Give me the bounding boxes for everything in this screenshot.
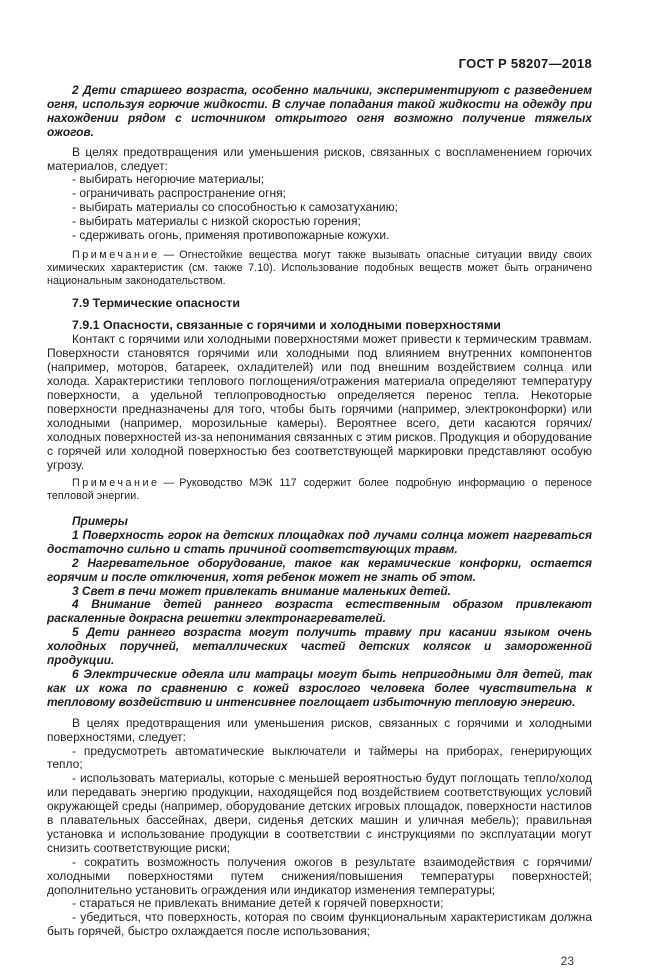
list-item-thermal-measure: - предусмотреть автоматические выключатели и таймеры на приборах, генерирующих тепло;	[47, 743, 592, 772]
example-item: 6 Электрические одеяла или матрацы могут быть непригодными для детей, так как их кожа по сравнению с кожей взрослого человека более чувствительна к тепловому воздействию и интенсивнее поглощает избыточную тепловую энергию.	[47, 666, 592, 709]
note-flammable-substances	[47, 249, 592, 287]
paragraph-fire-measures-intro: В целях предотвращения или уменьшения рисков, связанных с воспламенением горючих материалов, следует:	[47, 144, 592, 173]
example-item: 2 Нагревательное оборудование, такое как керамические конфорки, остается горячим и после отключения, хотя ребенок может не знать об этом.	[47, 555, 592, 584]
note-label: Примечание	[72, 477, 160, 490]
subsection-heading-7-9-1: 7.9.1 Опасности, связанные с горячими и холодными поверхностями	[72, 318, 501, 333]
note-text: Огнестойкие вещества могут также вызывать опасные ситуации ввиду своих химических характеристик (см. также 7.10). Использование подобных веществ может быть ограничено национальным законодательством.	[47, 248, 592, 287]
list-item-fire-measure: - выбирать материалы с низкой скоростью горения;	[72, 214, 361, 229]
list-item-fire-measure: - сдерживать огонь, применяя противопожарные кожухи.	[72, 228, 390, 243]
note-text: Руководство МЭК 117 содержит более подробную информацию о переносе тепловой энергии.	[47, 477, 592, 503]
doc-code-header: ГОСТ Р 58207—2018	[458, 56, 592, 71]
example-item: 1 Поверхность горок на детских площадках под лучами солнца может нагреваться достаточно сильно и стать причиной соответствующих травм.	[47, 527, 592, 556]
list-item-fire-measure: - выбирать материалы со способностью к самозатуханию;	[72, 200, 398, 215]
list-item-thermal-measure: - использовать материалы, которые с меньшей вероятностью будут поглощать тепло/холод или передавать энергию продукции, находящейся под воздействием соответствующих условий окружающей среды (например, оборудование детских игровых площадок, поверхности настилов в плавательных бассейнах, двери, сиденья детских машин и уличная мебель); правильная установка и использование продукции в соответствии с инструкциями по эксплуатации могут снизить соответствующие риски;	[47, 771, 592, 855]
example-item: 3 Свет в печи может привлекать внимание маленьких детей.	[72, 583, 451, 598]
list-item-thermal-measure: - сократить возможность получения ожогов в результате взаимодействия с горячими/холодными поверхностями путем снижения/повышения температуры поверхностей; дополнительно установить ограждения или индикатор изменения температуры;	[47, 854, 592, 897]
paragraph-thermal-contact: Контакт с горячими или холодными поверхностями может привести к термическим травмам. Поверхности становятся горячими или холодными под влиянием внутренних компонентов (например, моторов, батареек, охладителей) или под внешним воздействием солнца или холода. Характеристики теплового поглощения/отражения материала определяют температуру поверхности, а удельной теплопроводностью определяется перенос тепла. Некоторые поверхности предназначены для того, чтобы быть горячими (например, электроконфорки) или холодными (например, морозильные камеры). Вероятнее всего, дети касаются горячих/холодных поверхностей из-за непонимания связанных с этим рисков. Продукция и оборудование с горячей или холодной поверхностью без соответствующей маркировки представляют особую угрозу.	[47, 332, 592, 472]
note-label: Примечание	[72, 248, 160, 261]
note-dash: —	[163, 248, 175, 261]
note-dash: —	[163, 477, 175, 490]
list-item-fire-measure: - ограничивать распространение огня;	[72, 186, 286, 201]
list-item-thermal-measure: - убедиться, что поверхность, которая по своим функциональным характеристикам должна быть горячей, быстро охлаждается после использования;	[47, 910, 592, 939]
examples-title: Примеры	[72, 514, 128, 529]
list-item-thermal-measure: - стараться не привлекать внимание детей к горячей поверхности;	[72, 896, 444, 911]
example-item: 4 Внимание детей раннего возраста естественным образом привлекают раскаленные докрасна решетки электронагревателей.	[47, 597, 592, 626]
note-iec-117	[47, 477, 592, 503]
list-item-fire-measure: - выбирать негорючие материалы;	[72, 172, 265, 187]
section-heading-7-9: 7.9 Термические опасности	[72, 296, 240, 311]
paragraph-thermal-measures-intro: В целях предотвращения или уменьшения рисков, связанных с горячими и холодными поверхностями, следует:	[47, 715, 592, 744]
example-item: 5 Дети раннего возраста могут получить травму при касании языком очень холодных поручней, металлических частей детских колясок и замороженной продукции.	[47, 625, 592, 668]
paragraph-example-continuation: 2 Дети старшего возраста, особенно мальчики, экспериментируют с разведением огня, используя горючие жидкости. В случае попадания такой жидкости на одежду при нахождении рядом с источником открытого огня возможно получение тяжелых ожогов.	[47, 83, 592, 139]
page-number: 23	[560, 954, 574, 968]
